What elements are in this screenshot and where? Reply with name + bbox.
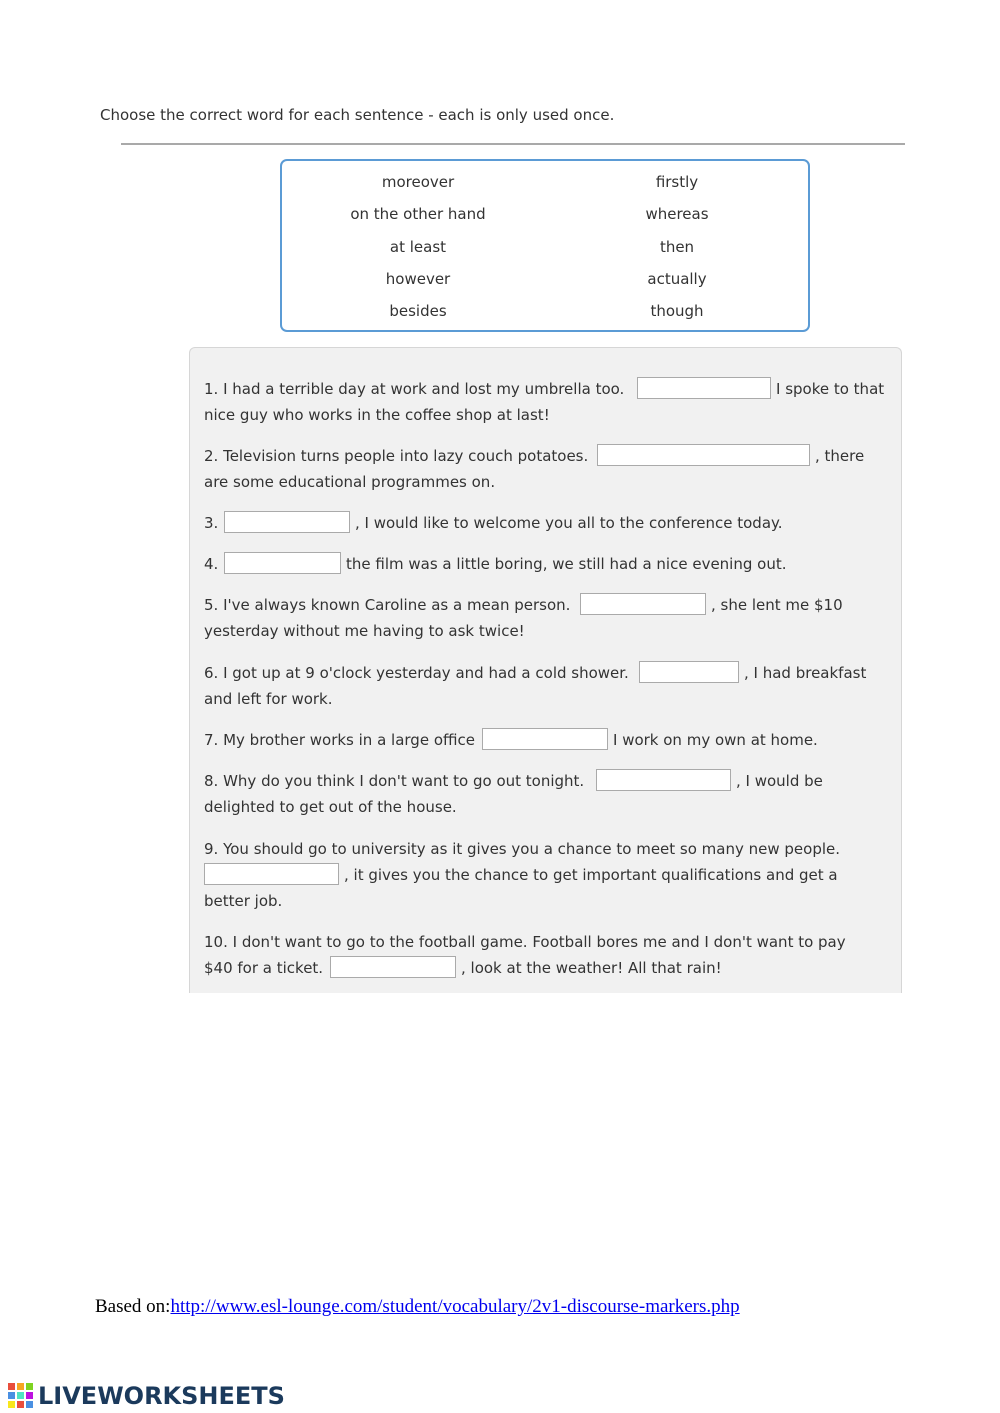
sentence-8-text-cont: delighted to get out of the house.: [204, 798, 457, 816]
sentence-6-text-after: , I had breakfast: [744, 664, 867, 682]
word-bank-item: whereas: [645, 205, 709, 223]
answer-blank-6[interactable]: [639, 661, 739, 683]
source-link[interactable]: http://www.esl-lounge.com/student/vocabulary/2v1-discourse-markers.php: [170, 1296, 740, 1317]
word-bank-item: at least: [389, 238, 447, 256]
sentence-2-text-cont: are some educational programmes on.: [204, 473, 496, 491]
sentence-1-text-after: I spoke to that: [776, 380, 885, 398]
liveworksheets-logo-icon: [8, 1383, 34, 1409]
sentence-7-text: 7. My brother works in a large office: [204, 731, 475, 749]
answer-blank-9[interactable]: [204, 863, 339, 885]
sentence-3-text-after: , I would like to welcome you all to the conference today.: [355, 514, 783, 532]
answer-blank-7[interactable]: [482, 728, 608, 750]
word-bank-item: then: [659, 238, 695, 256]
sentence-5-text: 5. I've always known Caroline as a mean person.: [204, 596, 571, 614]
answer-blank-5[interactable]: [580, 593, 706, 615]
sentence-9-text-cont: better job.: [204, 892, 283, 910]
divider: [121, 143, 905, 145]
sentence-2-text: 2. Television turns people into lazy couch potatoes.: [204, 447, 589, 465]
word-bank-item: though: [650, 302, 704, 320]
brand-logo: [8, 1381, 285, 1411]
answer-blank-1[interactable]: [637, 377, 771, 399]
sentence-4-text-after: the film was a little boring, we still had a nice evening out.: [346, 555, 787, 573]
sentence-10-text-cont: $40 for a ticket.: [204, 959, 324, 977]
sentence-10-text-after: , look at the weather! All that rain!: [461, 959, 722, 977]
answer-blank-10[interactable]: [330, 956, 456, 978]
source-prefix: Based on:: [95, 1296, 171, 1317]
sentence-6-text-cont: and left for work.: [204, 690, 333, 708]
answer-blank-4[interactable]: [224, 552, 341, 574]
sentence-1-text: 1. I had a terrible day at work and lost my umbrella too.: [204, 380, 625, 398]
sentence-1-text-cont: nice guy who works in the coffee shop at last!: [204, 406, 550, 424]
brand-name: LIVEWORKSHEETS: [38, 1382, 285, 1410]
sentence-4-text: 4.: [204, 555, 219, 573]
word-bank-item: actually: [647, 270, 707, 288]
answer-blank-3[interactable]: [224, 511, 350, 533]
word-bank-item: firstly: [655, 173, 699, 191]
answer-blank-8[interactable]: [596, 769, 731, 791]
sentence-9-text: 9. You should go to university as it gives you a chance to meet so many new people.: [204, 840, 841, 858]
sentence-7-text-after: I work on my own at home.: [613, 731, 818, 749]
sentence-6-text: 6. I got up at 9 o'clock yesterday and had a cold shower.: [204, 664, 629, 682]
sentence-5-text-after: , she lent me $10: [711, 596, 843, 614]
word-bank-item: on the other hand: [350, 205, 486, 223]
answer-blank-2[interactable]: [597, 444, 810, 466]
instruction-text: Choose the correct word for each sentence - each is only used once.: [100, 106, 615, 124]
sentence-2-text-after: , there: [815, 447, 865, 465]
source-credit: [95, 1296, 740, 1318]
word-bank: [280, 159, 810, 332]
sentence-3-text: 3.: [204, 514, 219, 532]
word-bank-item: moreover: [381, 173, 455, 191]
word-bank-item: besides: [389, 302, 447, 320]
sentence-5-text-cont: yesterday without me having to ask twice!: [204, 622, 525, 640]
sentence-8-text: 8. Why do you think I don't want to go out tonight.: [204, 772, 585, 790]
sentence-10-text: 10. I don't want to go to the football game. Football bores me and I don't want to pay: [204, 933, 846, 951]
word-bank-item: however: [385, 270, 451, 288]
sentence-8-text-after: , I would be: [736, 772, 823, 790]
sentence-9-text-after: , it gives you the chance to get important qualifications and get a: [344, 866, 838, 884]
